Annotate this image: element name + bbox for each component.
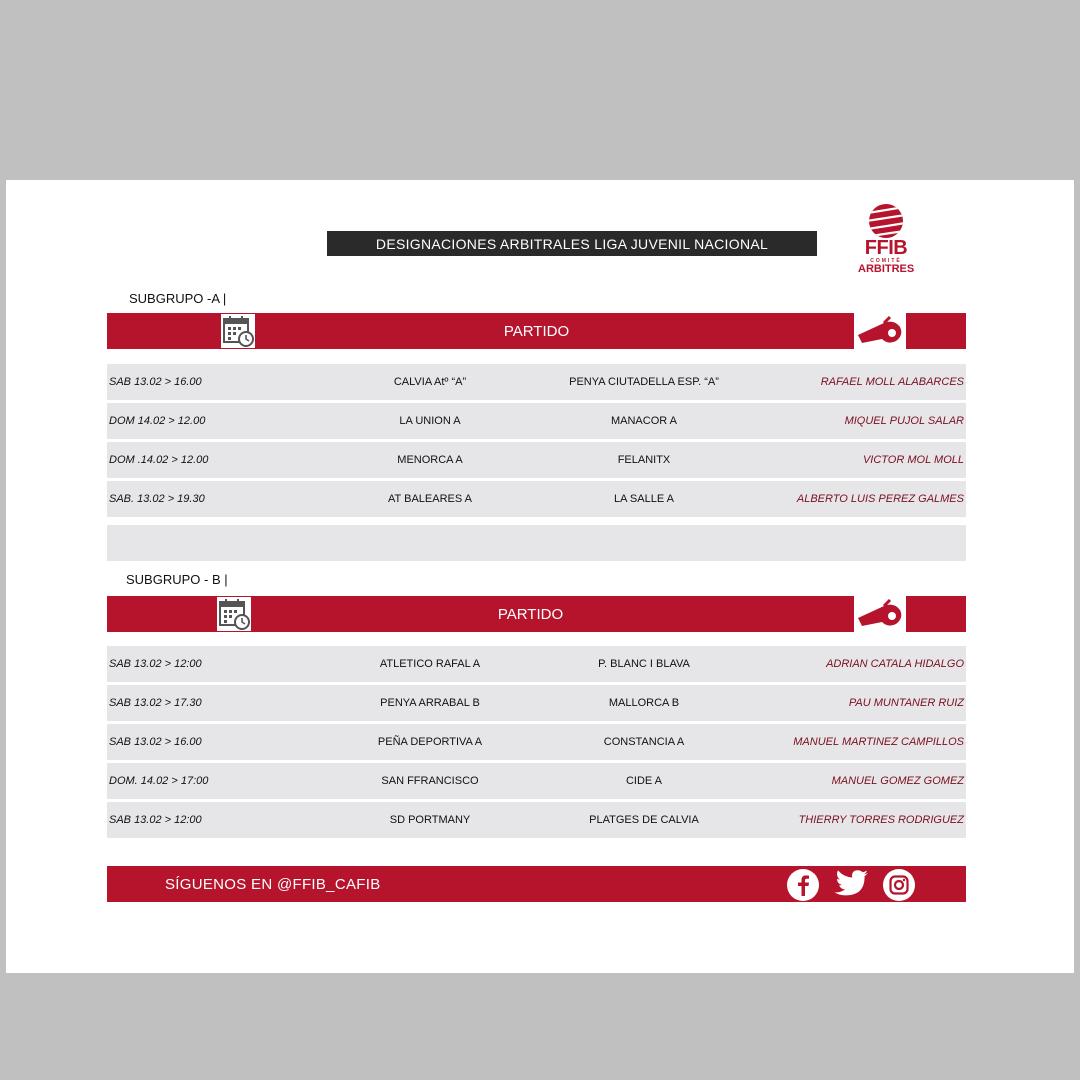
table-row: SAB 13.02 > 12:00 SD PORTMANY PLATGES DE CALVIA THIERRY TORRES RODRIGUEZ xyxy=(107,802,966,838)
table-row: DOM .14.02 > 12.00 MENORCA A FELANITX VICTOR MOL MOLL xyxy=(107,442,966,478)
table-row: SAB 13.02 > 16.00 PEÑA DEPORTIVA A CONSTANCIA A MANUEL MARTINEZ CAMPILLOS xyxy=(107,724,966,760)
table-row: SAB 13.02 > 12:00 ATLETICO RAFAL A P. BLANC I BLAVA ADRIAN CATALA HIDALGO xyxy=(107,646,966,682)
designations-sheet xyxy=(6,180,1074,973)
subgroup-a-header-bar xyxy=(107,313,966,349)
table-row: DOM 14.02 > 12.00 LA UNION A MANACOR A MIQUEL PUJOL SALAR xyxy=(107,403,966,439)
follow-us-text: SÍGUENOS EN @FFIB_CAFIB xyxy=(165,875,381,893)
ffib-logo-text: FFIB COMITÉ ARBITRES xyxy=(858,237,915,275)
page-title: DESIGNACIONES ARBITRALES LIGA JUVENIL NACIONAL xyxy=(327,231,817,256)
table-row: SAB 13.02 > 17.30 PENYA ARRABAL B MALLORCA B PAU MUNTANER RUIZ xyxy=(107,685,966,721)
twitter-icon[interactable] xyxy=(830,867,870,901)
instagram-icon[interactable] xyxy=(882,868,916,902)
subgroup-b-header-bar xyxy=(107,596,966,632)
facebook-icon[interactable] xyxy=(786,868,820,902)
subgroup-a-label: SUBGRUPO -A | xyxy=(129,291,227,306)
table-row: DOM. 14.02 > 17:00 SAN FFRANCISCO CIDE A MANUEL GOMEZ GOMEZ xyxy=(107,763,966,799)
table-row: SAB 13.02 > 16.00 CALVIA Atº “A” PENYA CIUTADELLA ESP. “A” RAFAEL MOLL ALABARCES xyxy=(107,364,966,400)
whistle-icon xyxy=(854,313,906,349)
table-row: SAB. 13.02 > 19.30 AT BALEARES A LA SALLE A ALBERTO LUIS PEREZ GALMES xyxy=(107,481,966,517)
partido-label: PARTIDO xyxy=(497,605,564,623)
empty-row xyxy=(107,525,966,561)
whistle-icon xyxy=(854,596,906,632)
subgroup-b-label: SUBGRUPO - B | xyxy=(126,572,228,587)
footer-bar xyxy=(107,866,966,902)
partido-label: PARTIDO xyxy=(503,322,570,340)
